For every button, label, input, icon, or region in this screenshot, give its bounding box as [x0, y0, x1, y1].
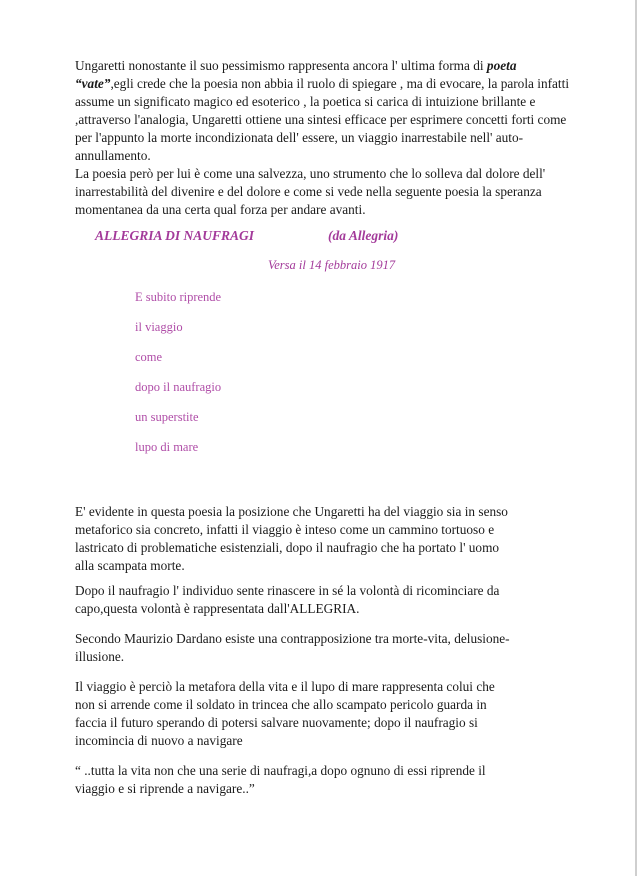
- poem-verse: dopo il naufragio: [135, 380, 222, 394]
- closing-quote: “ ..tutta la vita non che una serie di naufragi,a dopo ognuno di essi riprende il viaggio e si riprende a navigare..”: [75, 763, 486, 796]
- poem-source: (da Allegria): [328, 228, 399, 243]
- vate-term: poeta “vate”: [75, 58, 517, 91]
- poem-date: Versa il 14 febbraio 1917: [268, 258, 396, 272]
- poem-verse: lupo di mare: [135, 440, 199, 454]
- salvation-paragraph: La poesia però per lui è come una salvezza, uno strumento che lo solleva dal dolore dell' inarrestabilità del divenire e del dolore e come si vede nella seguente poesia la speranza momentanea da una certa qual forza per andare avanti.: [75, 166, 546, 217]
- commentary-paragraph-3: Secondo Maurizio Dardano esiste una contrapposizione tra morte-vita, delusione-illusione.: [75, 631, 510, 664]
- poem-verse: E subito riprende: [135, 290, 222, 304]
- poem-verse: il viaggio: [135, 320, 183, 334]
- poem-verse: un superstite: [135, 410, 199, 424]
- intro-section: [75, 57, 570, 219]
- intro-text-after: ,egli crede che la poesia non abbia il ruolo di spiegare , ma di evocare, la parola infatti assume un significato magico ed esoterico , la poetica si carica di intuizione brillante e ,attraverso l'analogia, Ungaretti ottiene una sintesi efficace per esprimere concetti forti come per l'appunto la morte incondizionata dell' essere, un viaggio inarrestabile nell' auto-annullamento.: [75, 76, 570, 163]
- poem-verses: [135, 290, 221, 470]
- poem-verse: come: [135, 350, 163, 364]
- commentary-paragraph-2: Dopo il naufragio l' individuo sente rinascere in sé la volontà di ricominciare da capo,questa volontà è rappresentata dall'ALLEGRIA.: [75, 583, 500, 616]
- intro-text-before: Ungaretti nonostante il suo pessimismo rappresenta ancora l' ultima forma di: [75, 58, 484, 73]
- commentary-paragraph-4: Il viaggio è perciò la metafora della vita e il lupo di mare rappresenta colui che non si arrende come il soldato in trincea che allo scampato pericolo guarda in faccia il futuro sperando di potersi salvare nuovamente; dopo il naufragio si incomincia di nuovo a navigare: [75, 679, 495, 748]
- intro-paragraph: [75, 57, 570, 165]
- poem-title: ALLEGRIA DI NAUFRAGI: [95, 228, 255, 243]
- commentary-paragraph-1: E' evidente in questa poesia la posizione che Ungaretti ha del viaggio sia in senso metaforico sia concreto, infatti il viaggio è inteso come un cammino tortuoso e lastricato di problematiche esistenziali, dopo il naufragio che ha portato l' uomo alla scampata morte.: [75, 504, 508, 573]
